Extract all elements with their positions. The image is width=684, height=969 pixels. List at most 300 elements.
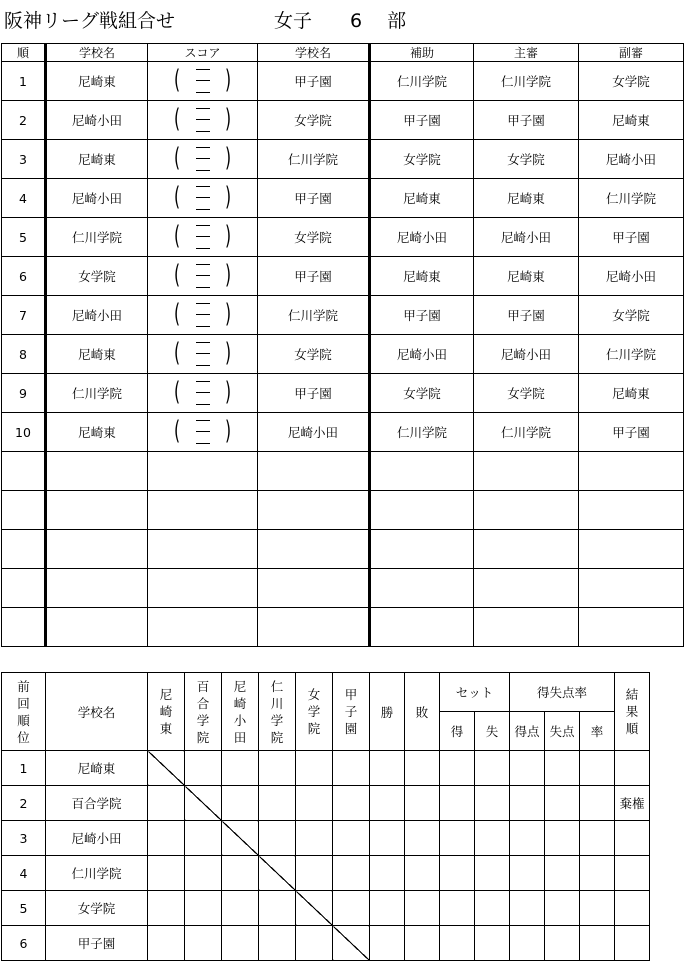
match-schedule-table [1, 43, 684, 647]
losses-cell[interactable] [405, 856, 440, 891]
school-b: 女学院 [258, 218, 370, 257]
standings-row [2, 891, 650, 926]
match-result-cell[interactable] [333, 856, 370, 891]
standings-row [2, 786, 650, 821]
assist-school: 尼崎東 [370, 257, 474, 296]
school-b: 甲子園 [258, 257, 370, 296]
header-sets-won: 得 [440, 712, 475, 751]
score-dash [196, 392, 210, 393]
score-dash [196, 443, 210, 444]
score-close-bracket: ) [225, 104, 232, 134]
score-box[interactable] [170, 299, 236, 331]
school-a: 尼崎東 [46, 413, 148, 452]
match-result-cell[interactable] [333, 751, 370, 786]
schedule-row [2, 335, 684, 374]
ratio-cell[interactable] [580, 751, 615, 786]
ratio-cell[interactable] [580, 786, 615, 821]
sub-referee [579, 530, 684, 569]
match-result-cell[interactable] [333, 786, 370, 821]
sub-referee [579, 608, 684, 647]
score-dash [196, 264, 210, 265]
school-b: 女学院 [258, 335, 370, 374]
assist-school [370, 530, 474, 569]
match-result-cell[interactable] [222, 926, 259, 961]
assist-school: 甲子園 [370, 296, 474, 335]
ratio-cell[interactable] [580, 821, 615, 856]
score-close-bracket: ) [225, 377, 232, 407]
header-opponent-5: 女 学 院 [296, 673, 333, 751]
chief-referee: 尼崎東 [474, 179, 579, 218]
score-box[interactable] [170, 143, 236, 175]
match-result-cell[interactable] [148, 926, 185, 961]
sub-referee: 尼崎東 [579, 101, 684, 140]
match-result-cell[interactable] [148, 856, 185, 891]
header-wins: 勝 [370, 673, 405, 751]
schedule-row [2, 569, 684, 608]
score-close-bracket: ) [225, 338, 232, 368]
score-cell [148, 491, 258, 530]
standings-row [2, 821, 650, 856]
school-b [258, 491, 370, 530]
sub-referee: 仁川学院 [579, 179, 684, 218]
assist-school [370, 452, 474, 491]
score-dash [196, 147, 210, 148]
match-result-cell[interactable] [259, 786, 296, 821]
score-dash [196, 108, 210, 109]
wins-cell[interactable] [370, 751, 405, 786]
match-number: 10 [2, 413, 46, 452]
school-b: 甲子園 [258, 179, 370, 218]
school-name: 仁川学院 [46, 856, 148, 891]
ratio-cell[interactable] [580, 926, 615, 961]
assist-school: 仁川学院 [370, 413, 474, 452]
points-for-cell[interactable] [510, 786, 545, 821]
score-box[interactable] [170, 182, 236, 214]
match-result-cell[interactable] [296, 821, 333, 856]
score-open-bracket: ( [173, 260, 180, 290]
sub-referee: 尼崎東 [579, 374, 684, 413]
wins-cell[interactable] [370, 926, 405, 961]
score-dash [196, 287, 210, 288]
header-result-rank: 結 果 順 [615, 673, 650, 751]
sets-won-cell[interactable] [440, 786, 475, 821]
score-cell [148, 452, 258, 491]
score-dash [196, 170, 210, 171]
score-dash [196, 404, 210, 405]
chief-referee: 尼崎小田 [474, 335, 579, 374]
score-cell [148, 218, 258, 257]
match-result-cell[interactable] [222, 891, 259, 926]
match-result-cell[interactable] [296, 786, 333, 821]
match-result-cell[interactable] [296, 856, 333, 891]
score-dash [196, 131, 210, 132]
sub-referee: 甲子園 [579, 218, 684, 257]
result-rank [615, 891, 650, 926]
sub-referee: 尼崎小田 [579, 257, 684, 296]
score-dash [196, 119, 210, 120]
match-result-cell[interactable] [259, 751, 296, 786]
school-name: 女学院 [46, 891, 148, 926]
match-result-cell[interactable] [185, 751, 222, 786]
chief-referee: 仁川学院 [474, 413, 579, 452]
match-result-cell[interactable] [222, 786, 259, 821]
match-number [2, 452, 46, 491]
score-box[interactable] [170, 416, 236, 448]
schedule-row [2, 62, 684, 101]
score-open-bracket: ( [173, 338, 180, 368]
sub-referee: 仁川学院 [579, 335, 684, 374]
points-for-cell[interactable] [510, 821, 545, 856]
match-result-cell[interactable] [148, 821, 185, 856]
score-dash [196, 431, 210, 432]
match-result-cell[interactable] [259, 821, 296, 856]
ratio-cell[interactable] [580, 891, 615, 926]
match-result-cell[interactable] [185, 856, 222, 891]
points-for-cell[interactable] [510, 926, 545, 961]
sub-referee [579, 491, 684, 530]
sub-referee: 女学院 [579, 296, 684, 335]
score-open-bracket: ( [173, 299, 180, 329]
score-dash [196, 69, 210, 70]
score-box[interactable] [170, 260, 236, 292]
school-b: 尼崎小田 [258, 413, 370, 452]
school-a: 尼崎小田 [46, 179, 148, 218]
score-dash [196, 236, 210, 237]
sets-lost-cell[interactable] [475, 856, 510, 891]
school-b: 甲子園 [258, 62, 370, 101]
score-dash [196, 275, 210, 276]
score-dash [196, 248, 210, 249]
score-close-bracket: ) [225, 65, 232, 95]
score-open-bracket: ( [173, 221, 180, 251]
wins-cell[interactable] [370, 856, 405, 891]
match-result-cell[interactable] [333, 891, 370, 926]
sets-lost-cell[interactable] [475, 751, 510, 786]
sets-lost-cell[interactable] [475, 821, 510, 856]
prev-rank: 2 [2, 786, 46, 821]
schedule-row [2, 257, 684, 296]
result-rank [615, 751, 650, 786]
match-number: 7 [2, 296, 46, 335]
header-chief-referee: 主審 [474, 44, 579, 62]
match-result-cell[interactable] [148, 891, 185, 926]
assist-school: 尼崎東 [370, 179, 474, 218]
result-rank: 棄権 [615, 786, 650, 821]
schedule-row [2, 452, 684, 491]
header-school: 学校名 [46, 673, 148, 751]
chief-referee: 仁川学院 [474, 62, 579, 101]
schedule-row [2, 218, 684, 257]
header-sets-lost: 失 [475, 712, 510, 751]
schedule-row [2, 374, 684, 413]
header-opponent-3: 尼 崎 小 田 [222, 673, 259, 751]
school-a [46, 530, 148, 569]
diagonal-cell [296, 891, 333, 926]
prev-rank: 3 [2, 821, 46, 856]
diagonal-cell [333, 926, 370, 961]
sets-lost-cell[interactable] [475, 786, 510, 821]
score-dash [196, 342, 210, 343]
match-result-cell[interactable] [296, 751, 333, 786]
school-b [258, 608, 370, 647]
school-a: 尼崎東 [46, 335, 148, 374]
header-school-b: 学校名 [258, 44, 370, 62]
score-box[interactable] [170, 338, 236, 370]
score-cell [148, 62, 258, 101]
sets-won-cell[interactable] [440, 856, 475, 891]
score-dash [196, 158, 210, 159]
schedule-row [2, 530, 684, 569]
header-opponent-2: 百 合 学 院 [185, 673, 222, 751]
score-dash [196, 420, 210, 421]
points-against-cell[interactable] [545, 891, 580, 926]
schedule-row [2, 179, 684, 218]
league-title: 阪神リーグ戦組合せ [4, 10, 176, 32]
header-opponent-1: 尼 崎 東 [148, 673, 185, 751]
chief-referee [474, 491, 579, 530]
school-a: 仁川学院 [46, 218, 148, 257]
match-result-cell[interactable] [185, 926, 222, 961]
school-a: 仁川学院 [46, 374, 148, 413]
score-close-bracket: ) [225, 221, 232, 251]
header-prev-rank: 前 回 順 位 [2, 673, 46, 751]
result-rank [615, 821, 650, 856]
assist-school: 尼崎小田 [370, 218, 474, 257]
points-against-cell[interactable] [545, 821, 580, 856]
score-box[interactable] [170, 65, 236, 97]
sets-won-cell[interactable] [440, 751, 475, 786]
school-b [258, 452, 370, 491]
score-dash [196, 225, 210, 226]
school-a [46, 569, 148, 608]
chief-referee: 尼崎東 [474, 257, 579, 296]
standings-row [2, 926, 650, 961]
school-a: 尼崎東 [46, 140, 148, 179]
header-score: スコア [148, 44, 258, 62]
points-against-cell[interactable] [545, 786, 580, 821]
header-losses: 敗 [405, 673, 440, 751]
chief-referee [474, 530, 579, 569]
wins-cell[interactable] [370, 821, 405, 856]
header-sets: セット [440, 673, 510, 712]
standings-table [1, 672, 650, 961]
prev-rank: 5 [2, 891, 46, 926]
prev-rank: 6 [2, 926, 46, 961]
school-name: 尼崎小田 [46, 821, 148, 856]
schedule-row [2, 140, 684, 179]
score-open-bracket: ( [173, 416, 180, 446]
school-b: 女学院 [258, 101, 370, 140]
school-a [46, 452, 148, 491]
points-against-cell[interactable] [545, 926, 580, 961]
score-open-bracket: ( [173, 65, 180, 95]
match-result-cell[interactable] [259, 891, 296, 926]
school-b [258, 569, 370, 608]
schedule-row [2, 296, 684, 335]
ratio-cell[interactable] [580, 856, 615, 891]
assist-school: 尼崎小田 [370, 335, 474, 374]
score-cell [148, 608, 258, 647]
score-dash [196, 209, 210, 210]
points-against-cell[interactable] [545, 751, 580, 786]
sets-lost-cell[interactable] [475, 926, 510, 961]
match-result-cell[interactable] [296, 926, 333, 961]
chief-referee [474, 569, 579, 608]
match-number [2, 608, 46, 647]
match-number: 1 [2, 62, 46, 101]
score-dash [196, 381, 210, 382]
losses-cell[interactable] [405, 821, 440, 856]
score-box[interactable] [170, 377, 236, 409]
match-result-cell[interactable] [222, 856, 259, 891]
score-close-bracket: ) [225, 260, 232, 290]
sets-lost-cell[interactable] [475, 891, 510, 926]
score-close-bracket: ) [225, 416, 232, 446]
school-a: 尼崎小田 [46, 296, 148, 335]
score-cell [148, 335, 258, 374]
school-b: 仁川学院 [258, 296, 370, 335]
match-number [2, 491, 46, 530]
assist-school: 女学院 [370, 374, 474, 413]
score-box[interactable] [170, 221, 236, 253]
sets-won-cell[interactable] [440, 891, 475, 926]
sub-referee: 甲子園 [579, 413, 684, 452]
sub-referee: 女学院 [579, 62, 684, 101]
losses-cell[interactable] [405, 786, 440, 821]
chief-referee: 女学院 [474, 140, 579, 179]
assist-school: 女学院 [370, 140, 474, 179]
match-result-cell[interactable] [185, 891, 222, 926]
score-close-bracket: ) [225, 182, 232, 212]
score-open-bracket: ( [173, 143, 180, 173]
score-cell [148, 179, 258, 218]
score-open-bracket: ( [173, 182, 180, 212]
score-cell [148, 296, 258, 335]
schedule-header-row [2, 44, 684, 62]
sub-referee [579, 452, 684, 491]
match-number: 5 [2, 218, 46, 257]
assist-school [370, 491, 474, 530]
division-title: 女子 6 部 [274, 10, 407, 32]
school-a: 尼崎東 [46, 62, 148, 101]
score-cell [148, 140, 258, 179]
prev-rank: 4 [2, 856, 46, 891]
score-open-bracket: ( [173, 104, 180, 134]
wins-cell[interactable] [370, 786, 405, 821]
assist-school: 仁川学院 [370, 62, 474, 101]
sub-referee [579, 569, 684, 608]
header-ratio: 率 [580, 712, 615, 751]
match-number: 8 [2, 335, 46, 374]
score-cell [148, 374, 258, 413]
schedule-row [2, 101, 684, 140]
points-for-cell[interactable] [510, 891, 545, 926]
score-close-bracket: ) [225, 299, 232, 329]
score-dash [196, 186, 210, 187]
chief-referee: 尼崎小田 [474, 218, 579, 257]
match-number: 9 [2, 374, 46, 413]
school-b: 仁川学院 [258, 140, 370, 179]
school-a [46, 491, 148, 530]
losses-cell[interactable] [405, 926, 440, 961]
chief-referee [474, 452, 579, 491]
losses-cell[interactable] [405, 751, 440, 786]
match-result-cell[interactable] [259, 926, 296, 961]
diagonal-cell [222, 821, 259, 856]
header-order: 順 [2, 44, 46, 62]
score-close-bracket: ) [225, 143, 232, 173]
score-dash [196, 314, 210, 315]
result-rank [615, 856, 650, 891]
result-rank [615, 926, 650, 961]
match-number [2, 569, 46, 608]
header-points-against: 失点 [545, 712, 580, 751]
header-opponent-4: 仁 川 学 院 [259, 673, 296, 751]
assist-school: 甲子園 [370, 101, 474, 140]
school-name: 甲子園 [46, 926, 148, 961]
standings-header-row [2, 673, 650, 712]
sub-referee: 尼崎小田 [579, 140, 684, 179]
assist-school [370, 608, 474, 647]
score-cell [148, 530, 258, 569]
points-for-cell[interactable] [510, 856, 545, 891]
match-number: 6 [2, 257, 46, 296]
chief-referee [474, 608, 579, 647]
score-cell [148, 413, 258, 452]
match-number: 4 [2, 179, 46, 218]
score-cell [148, 257, 258, 296]
points-for-cell[interactable] [510, 751, 545, 786]
schedule-row [2, 608, 684, 647]
match-number: 2 [2, 101, 46, 140]
wins-cell[interactable] [370, 891, 405, 926]
match-result-cell[interactable] [148, 786, 185, 821]
school-name: 百合学院 [46, 786, 148, 821]
diagonal-cell [259, 856, 296, 891]
header-sub-referee: 副審 [579, 44, 684, 62]
score-dash [196, 80, 210, 81]
score-box[interactable] [170, 104, 236, 136]
points-against-cell[interactable] [545, 856, 580, 891]
sets-won-cell[interactable] [440, 821, 475, 856]
score-dash [196, 365, 210, 366]
match-result-cell[interactable] [185, 821, 222, 856]
match-result-cell[interactable] [333, 821, 370, 856]
score-cell [148, 101, 258, 140]
header-school-a: 学校名 [46, 44, 148, 62]
match-result-cell[interactable] [222, 751, 259, 786]
losses-cell[interactable] [405, 891, 440, 926]
schedule-row [2, 413, 684, 452]
assist-school [370, 569, 474, 608]
sets-won-cell[interactable] [440, 926, 475, 961]
match-number: 3 [2, 140, 46, 179]
standings-row [2, 856, 650, 891]
header-points-for: 得点 [510, 712, 545, 751]
school-a [46, 608, 148, 647]
school-name: 尼崎東 [46, 751, 148, 786]
school-b [258, 530, 370, 569]
header-opponent-6: 甲 子 園 [333, 673, 370, 751]
score-dash [196, 353, 210, 354]
header-assist: 補助 [370, 44, 474, 62]
diagonal-cell [148, 751, 185, 786]
school-a: 尼崎小田 [46, 101, 148, 140]
chief-referee: 甲子園 [474, 101, 579, 140]
school-a: 女学院 [46, 257, 148, 296]
score-dash [196, 303, 210, 304]
score-cell [148, 569, 258, 608]
